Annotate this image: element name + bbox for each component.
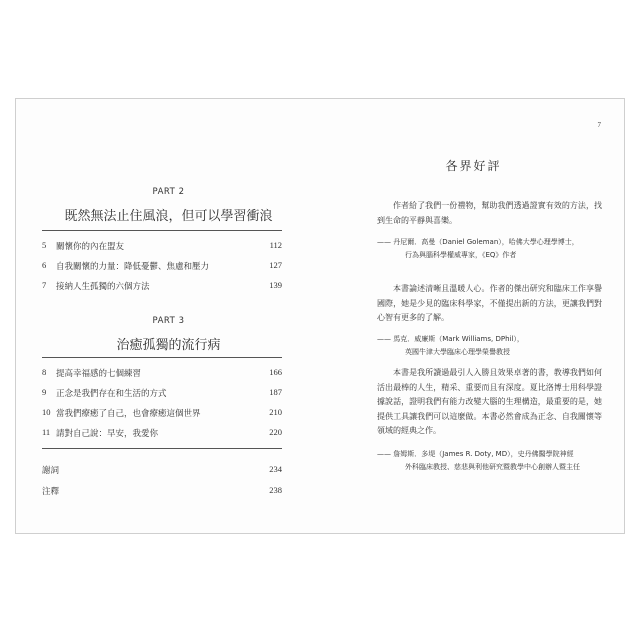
toc-item-11 [42,427,282,439]
toc-item-number: 9 [42,387,47,397]
toc-item-number: 5 [42,240,47,250]
toc-item-page: 112 [269,240,282,250]
extras-divider [42,448,282,449]
endorsements-heading: 各界好評 [445,159,502,173]
part-3-divider [42,357,282,358]
toc-item-page: 127 [269,260,282,270]
toc-item-title: 注釋 [42,487,60,497]
toc-item-number: 6 [42,260,47,270]
toc-item-title: 關懷你的內在盟友 [56,242,125,252]
review-2-attribution [377,333,611,359]
toc-item-title: 當我們療癒了自己，也會療癒這個世界 [56,409,201,419]
review-3-text: 本書是我所讀過最引人入勝且效果卓著的書，教導我們如何活出最棒的人生，精采、重要而且有深度。夏比洛博士用科學證據說話，證明我們有能力改變大腦的生理構造，最重要的是，她提供工具讓我們可以這麼做。本書必然會成為正念、自我關懷等領域的經典之作。 [377,368,602,435]
part-3-title: 治癒孤獨的流行病 [116,338,221,353]
toc-item-7 [42,280,282,292]
part-2-divider [42,230,282,231]
endorsements-page [321,99,626,533]
review-2-text: 本書論述清晰且溫暖人心。作者的傑出研究和臨床工作享譽國際，她是少見的臨床科學家，不僅提出新的方法，更讓我們對心智有更多的了解。 [377,284,602,322]
toc-item-title: 請對自己說：早安，我愛你 [56,429,159,439]
toc-item-page: 238 [269,485,282,495]
toc-item-number: 7 [42,280,47,290]
part-3-label: PART 3 [152,316,185,326]
toc-item-title: 正念是我們存在和生活的方式 [56,389,167,399]
toc-item-title: 自我關懷的力量：降低憂鬱、焦慮和壓力 [56,262,210,272]
part-2-label: PART 2 [152,187,185,197]
attribution-line: —— 丹尼爾．高曼（Daniel Goleman），哈佛大學心理學博士， [377,238,579,246]
attribution-line: —— 馬克．威廉斯（Mark Williams, DPhil）， [377,335,524,343]
toc-item-5 [42,240,282,252]
toc-item-6 [42,260,282,272]
attribution-line: —— 詹姆斯．多堤（James R. Doty, MD），史丹佛醫學院神經 [377,450,574,458]
toc-item-number: 10 [42,407,51,417]
toc-item-title: 提高幸福感的七個練習 [56,369,142,379]
toc-item-page: 220 [269,427,282,437]
toc-item-number: 8 [42,367,47,377]
book-spread [15,98,625,534]
toc-item-page: 234 [269,464,282,474]
toc-item-page: 187 [269,387,282,397]
attribution-line: 行為與腦科學權威專家，《EQ》作者 [405,251,517,259]
attribution-line: 英國牛津大學臨床心理學榮譽教授 [405,348,510,356]
toc-page [16,99,321,533]
review-3-attribution [377,448,611,474]
toc-item-page: 210 [269,407,282,417]
toc-item-10 [42,407,282,419]
review-1-attribution [377,236,611,262]
part-2-title: 既然無法止住風浪，但可以學習衝浪 [64,209,273,224]
toc-item-title: 謝詞 [42,466,60,476]
attribution-line: 外科臨床教授、慈悲與利他研究暨教學中心創辦人暨主任 [405,463,580,471]
review-1-text: 作者給了我們一份禮物，幫助我們透過證實有效的方法，找到生命的平靜與喜樂。 [377,201,602,225]
toc-item-title: 接納人生孤獨的六個方法 [56,282,150,292]
toc-item-page: 139 [269,280,282,290]
toc-item-8 [42,367,282,379]
toc-item-notes [42,485,282,497]
toc-item-9 [42,387,282,399]
toc-item-acknowledgements [42,464,282,476]
page-number: 7 [597,121,601,129]
toc-item-number: 11 [42,427,51,437]
toc-item-page: 166 [269,367,282,377]
